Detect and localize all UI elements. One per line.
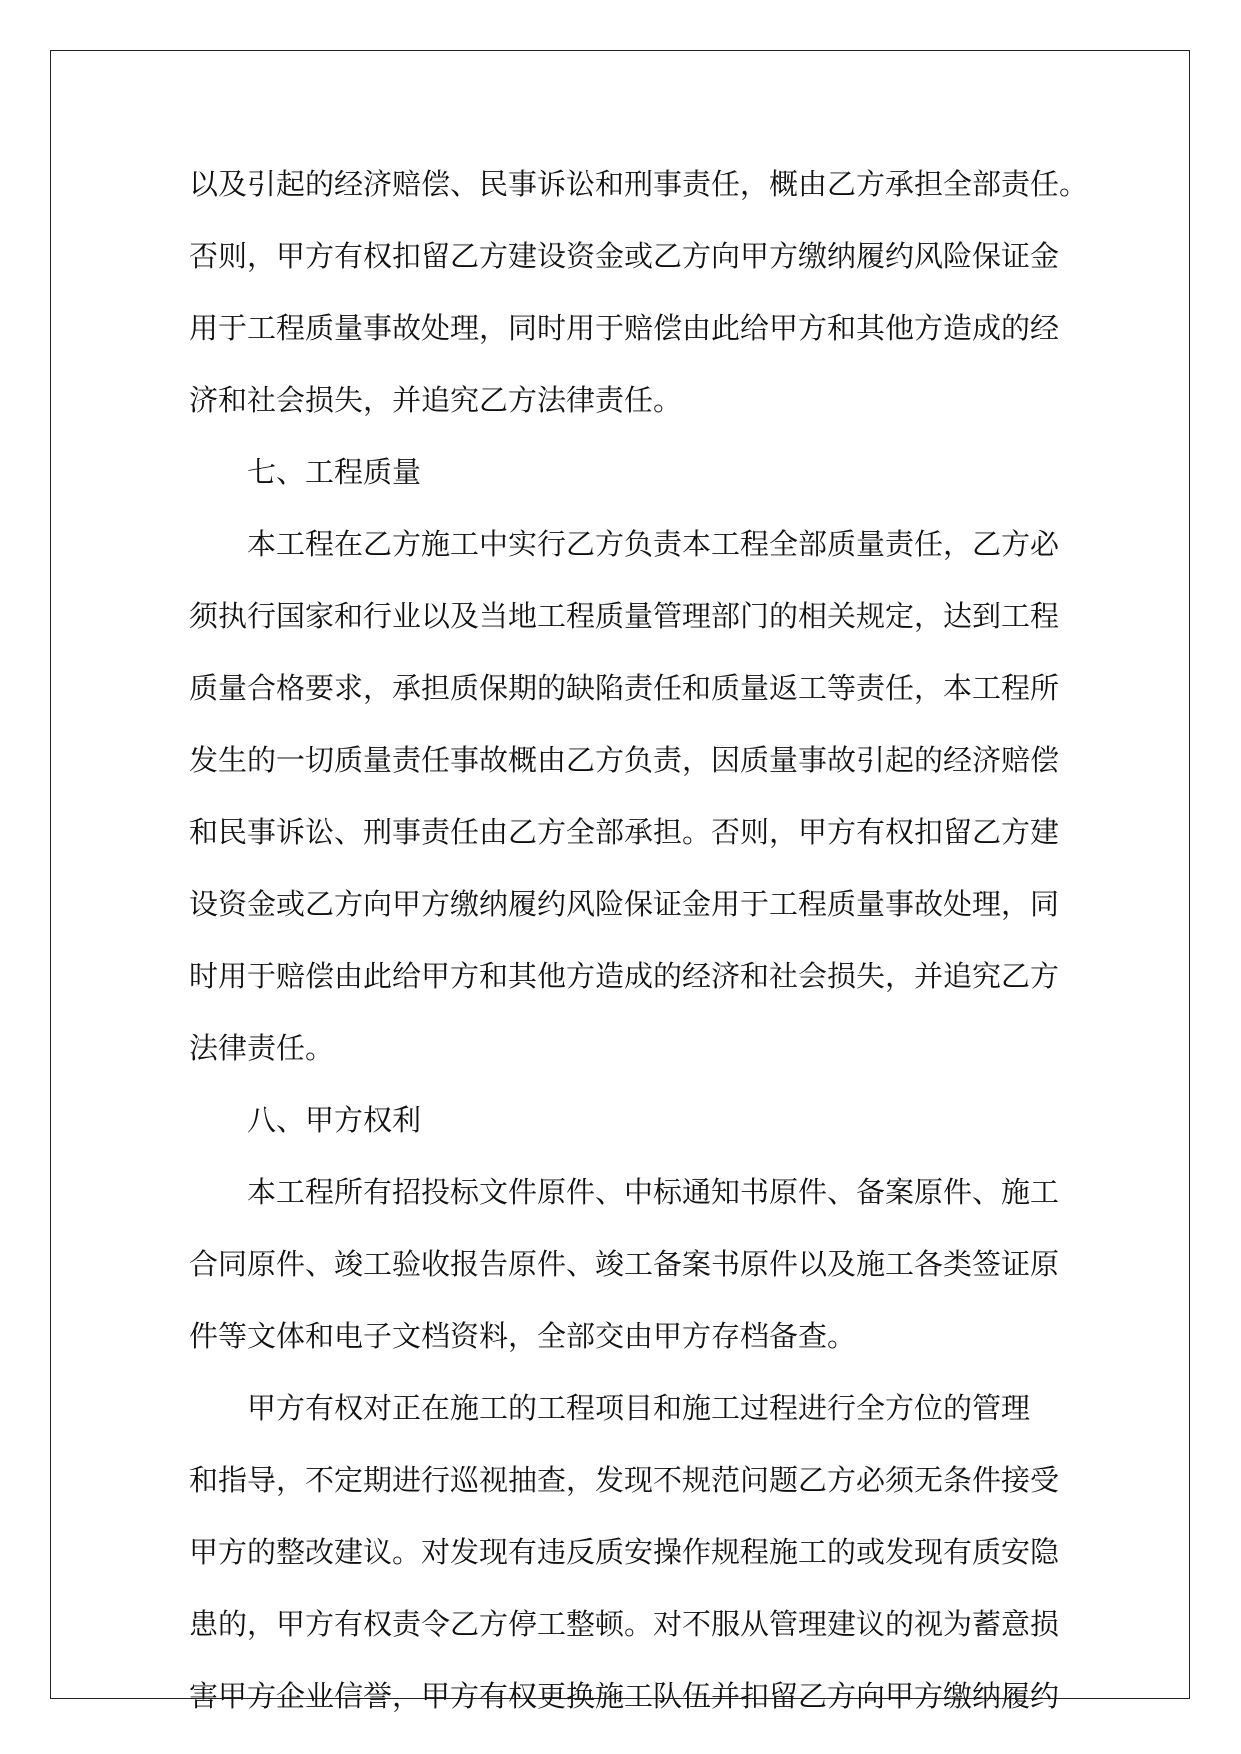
text-line: 法律责任。 bbox=[189, 1031, 335, 1065]
text-line: 和指导，不定期进行巡视抽查，发现不规范问题乙方必须无条件接受 bbox=[189, 1463, 1060, 1497]
section-heading: 七、工程质量 bbox=[247, 455, 422, 489]
text-line: 本工程在乙方施工中实行乙方负责本工程全部质量责任，乙方必 bbox=[247, 527, 1060, 561]
text-line: 质量合格要求，承担质保期的缺陷责任和质量返工等责任，本工程所 bbox=[189, 671, 1060, 705]
document-body bbox=[189, 148, 1089, 1732]
text-line: 甲方的整改建议。对发现有违反质安操作规程施工的或发现有质安隐 bbox=[189, 1535, 1060, 1569]
text-line: 设资金或乙方向甲方缴纳履约风险保证金用于工程质量事故处理，同 bbox=[189, 887, 1060, 921]
text-line: 用于工程质量事故处理，同时用于赔偿由此给甲方和其他方造成的经 bbox=[189, 311, 1060, 345]
text-line: 合同原件、竣工验收报告原件、竣工备案书原件以及施工各类签证原 bbox=[189, 1247, 1060, 1281]
section-heading: 八、甲方权利 bbox=[247, 1103, 422, 1137]
text-line: 须执行国家和行业以及当地工程质量管理部门的相关规定，达到工程 bbox=[189, 599, 1060, 633]
text-line: 时用于赔偿由此给甲方和其他方造成的经济和社会损失，并追究乙方 bbox=[189, 959, 1060, 993]
text-line: 患的，甲方有权责令乙方停工整顿。对不服从管理建议的视为蓄意损 bbox=[189, 1607, 1060, 1641]
text-line: 否则，甲方有权扣留乙方建设资金或乙方向甲方缴纳履约风险保证金 bbox=[189, 239, 1060, 273]
text-line: 和民事诉讼、刑事责任由乙方全部承担。否则，甲方有权扣留乙方建 bbox=[189, 815, 1060, 849]
text-line: 发生的一切质量责任事故概由乙方负责，因质量事故引起的经济赔偿 bbox=[189, 743, 1060, 777]
text-line: 本工程所有招投标文件原件、中标通知书原件、备案原件、施工 bbox=[247, 1175, 1060, 1209]
text-line: 以及引起的经济赔偿、民事诉讼和刑事责任，概由乙方承担全部责任。 bbox=[189, 167, 1089, 201]
text-line: 件等文体和电子文档资料，全部交由甲方存档备查。 bbox=[189, 1319, 857, 1353]
text-line: 害甲方企业信誉，甲方有权更换施工队伍并扣留乙方向甲方缴纳履约 bbox=[189, 1679, 1060, 1713]
text-line: 甲方有权对正在施工的工程项目和施工过程进行全方位的管理 bbox=[247, 1391, 1031, 1425]
text-line: 济和社会损失，并追究乙方法律责任。 bbox=[189, 383, 683, 417]
